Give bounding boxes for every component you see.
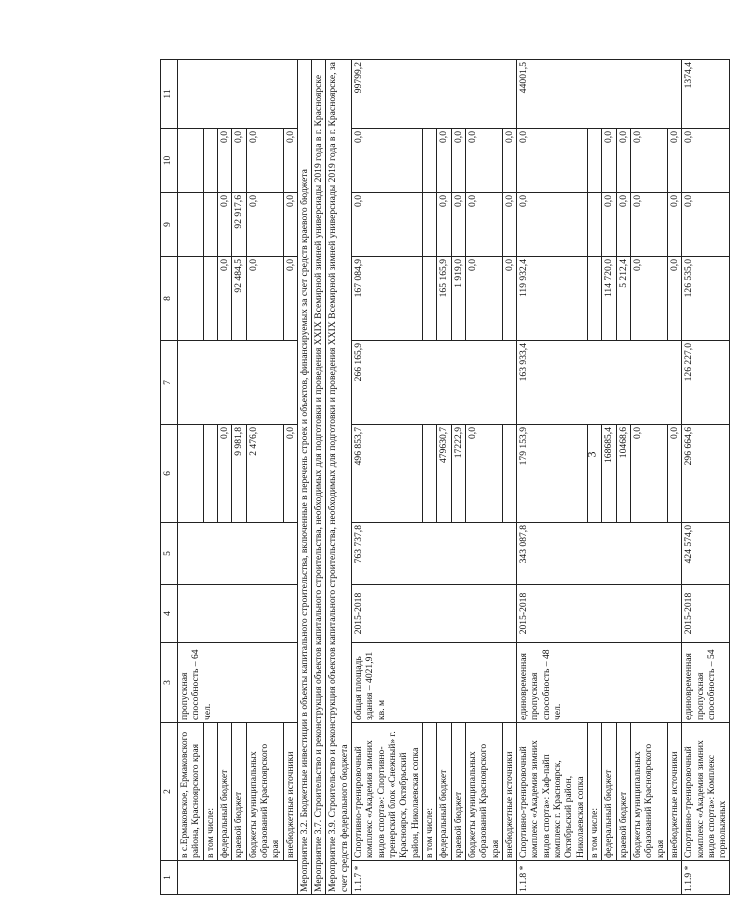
table-row <box>297 60 311 895</box>
table-row: бюджеты муниципальных образований Красноярского края 0,0 0,0 0,0 0,0 <box>630 60 667 895</box>
object-number: 1.1.8 * <box>517 861 682 895</box>
row-label: бюджеты муниципальных образований Красноярского края <box>246 723 283 861</box>
table-row: краевой бюджет 17222,9 1 919,0 0,0 0,0 <box>451 60 465 895</box>
col-num: 7 <box>161 341 178 425</box>
col-num: 6 <box>161 425 178 523</box>
row-label: в том числе: <box>588 723 602 861</box>
row-label: краевой бюджет <box>616 723 630 861</box>
col-num: 3 <box>161 643 178 723</box>
object-period: 2015-2018 <box>517 585 682 643</box>
column-number-row <box>161 60 178 895</box>
table-row: краевой бюджет 10468,6 5 212,4 0,0 0,0 <box>616 60 630 895</box>
row-label: краевой бюджет <box>451 723 465 861</box>
col-num: 4 <box>161 585 178 643</box>
object-name: Спортивно-тренировочный комплекс «Академия зимних видов спорта»: Спортивно-тренерский блок «Снежный» г. Красноярск, Октябрьский район, Николаевская сопка <box>352 723 423 861</box>
object-period: 2015-2018 <box>682 585 730 643</box>
col-num: 9 <box>161 193 178 257</box>
object-number: 1.1.7 * <box>352 861 517 895</box>
budget-table <box>160 59 730 895</box>
table-row <box>312 60 326 895</box>
table-row: бюджеты муниципальных образований Красноярского края 0,0 0,0 0,0 0,0 <box>465 60 502 895</box>
table-row: федеральный бюджет 168685,4 114 720,0 0,0 0,0 <box>602 60 616 895</box>
row-label: бюджеты муниципальных образований Красноярского края <box>465 723 502 861</box>
object-name: Спортивно-тренировочный комплекс «Академия зимних видов спорта»: Комплекс горнолыжных <box>682 723 730 861</box>
object-period: 2015-2018 <box>352 585 517 643</box>
col-num: 1 <box>161 861 178 895</box>
measure-3-9: Мероприятие 3.9. Строительство и реконструкция объектов капитального строительства, необходимых для подготовки и проведения XXIX Всемирной зимней универсиады 2019 года в г. Красноярске, за счет средств федерального бюджета <box>326 60 352 895</box>
table-row: 1.1.8 * Спортивно-тренировочный комплекс «Академия зимних видов спорта»: Хаф-пайп комплекс г. Красноярск, Октябрьский район, Николаевская сопка единовременная пропускная способность – 48 чел. 2015-2018 343 087,8 179 153,9 163 933,4 119 932,4 0,0 0,0 44001,5 <box>517 60 588 895</box>
table-row: бюджеты муниципальных образований Красноярского края 2 476,0 0,0 0,0 0,0 <box>246 60 283 895</box>
table-row: федеральный бюджет 479630,7 165 165,9 0,0 0,0 <box>437 60 451 895</box>
row-label: федеральный бюджет <box>217 723 231 861</box>
object-capacity: единовременная пропускная способность – 54 <box>682 643 730 723</box>
row-label: внебюджетные источники <box>667 723 681 861</box>
row-label: федеральный бюджет <box>602 723 616 861</box>
col-num: 8 <box>161 257 178 341</box>
table-row <box>588 60 602 895</box>
table-row <box>422 60 436 895</box>
col-num: 10 <box>161 129 178 193</box>
row-label: внебюджетные источники <box>283 723 297 861</box>
measure-3-7: Мероприятие 3.7. Строительство и реконструкция объектов капитального строительства, необходимых для подготовки и проведения XXIX Всемирной зимней универсиады 2019 года в г. Красноярске <box>312 60 326 895</box>
table-row: краевой бюджет 9 981,8 92 484,5 92 917,6 0,0 <box>232 60 246 895</box>
table-row <box>326 60 352 895</box>
object-capacity: пропускная способность – 64 чел. <box>178 643 298 723</box>
table-row: 1.1.9 * Спортивно-тренировочный комплекс «Академия зимних видов спорта»: Комплекс горнолыжных единовременная пропускная способность – 54 2015-2018 424 574,0 296 664,6 126 227,0 126 535,0 0,0 0,0 1374,4 <box>682 60 730 895</box>
table-row <box>203 60 217 895</box>
row-label: бюджеты муниципальных образований Красноярского края <box>630 723 667 861</box>
object-capacity: единовременная пропускная способность – 48 чел. <box>517 643 682 723</box>
object-number: 1.1.9 * <box>682 861 730 895</box>
estimated-cost: 424 574,0 <box>682 523 730 585</box>
object-name: в с.Ермаковское, Ермаковского района, Красноярского края <box>178 723 204 861</box>
col-num: 5 <box>161 523 178 585</box>
table-row: федеральный бюджет 0,0 0,0 0,0 0,0 <box>217 60 231 895</box>
row-label: в том числе: <box>422 723 436 861</box>
object-name: Спортивно-тренировочный комплекс «Академия зимних видов спорта»: Хаф-пайп комплекс г. Красноярск, Октябрьский район, Николаевская сопка <box>517 723 588 861</box>
estimated-cost: 763 737,8 <box>352 523 517 585</box>
row-label: внебюджетные источники <box>502 723 516 861</box>
col-num: 11 <box>161 60 178 129</box>
row-label: федеральный бюджет <box>437 723 451 861</box>
row-label: в том числе: <box>203 723 217 861</box>
table-row: внебюджетные источники 0,0 0,0 0,0 0,0 <box>283 60 297 895</box>
measure-3-2: Мероприятие 3.2. Бюджетные инвестиции в объекты капитального строительства, включенные в перечень строек и объектов, финансируемых за счет средств краевого бюджета <box>297 60 311 895</box>
page-number: 3 <box>584 451 599 458</box>
row-label: краевой бюджет <box>232 723 246 861</box>
table-row <box>178 60 204 895</box>
rotated-table-area <box>160 60 729 895</box>
object-capacity: общая площадь здания – 4021,91 кв. м <box>352 643 517 723</box>
table-row: 1.1.7 * Спортивно-тренировочный комплекс «Академия зимних видов спорта»: Спортивно-тренерский блок «Снежный» г. Красноярск, Октябрьский район, Николаевская сопка общая площадь здания – 4021,91 кв. м 2015-2018 763 737,8 496 853,7 266 165,9 167 084,9 0,0 0,0 99799,2 <box>352 60 423 895</box>
table-row: внебюджетные источники 0,0 0,0 0,0 0,0 <box>667 60 681 895</box>
table-row: внебюджетные источники 0,0 0,0 0,0 <box>502 60 516 895</box>
col-num: 2 <box>161 723 178 861</box>
estimated-cost: 343 087,8 <box>517 523 682 585</box>
